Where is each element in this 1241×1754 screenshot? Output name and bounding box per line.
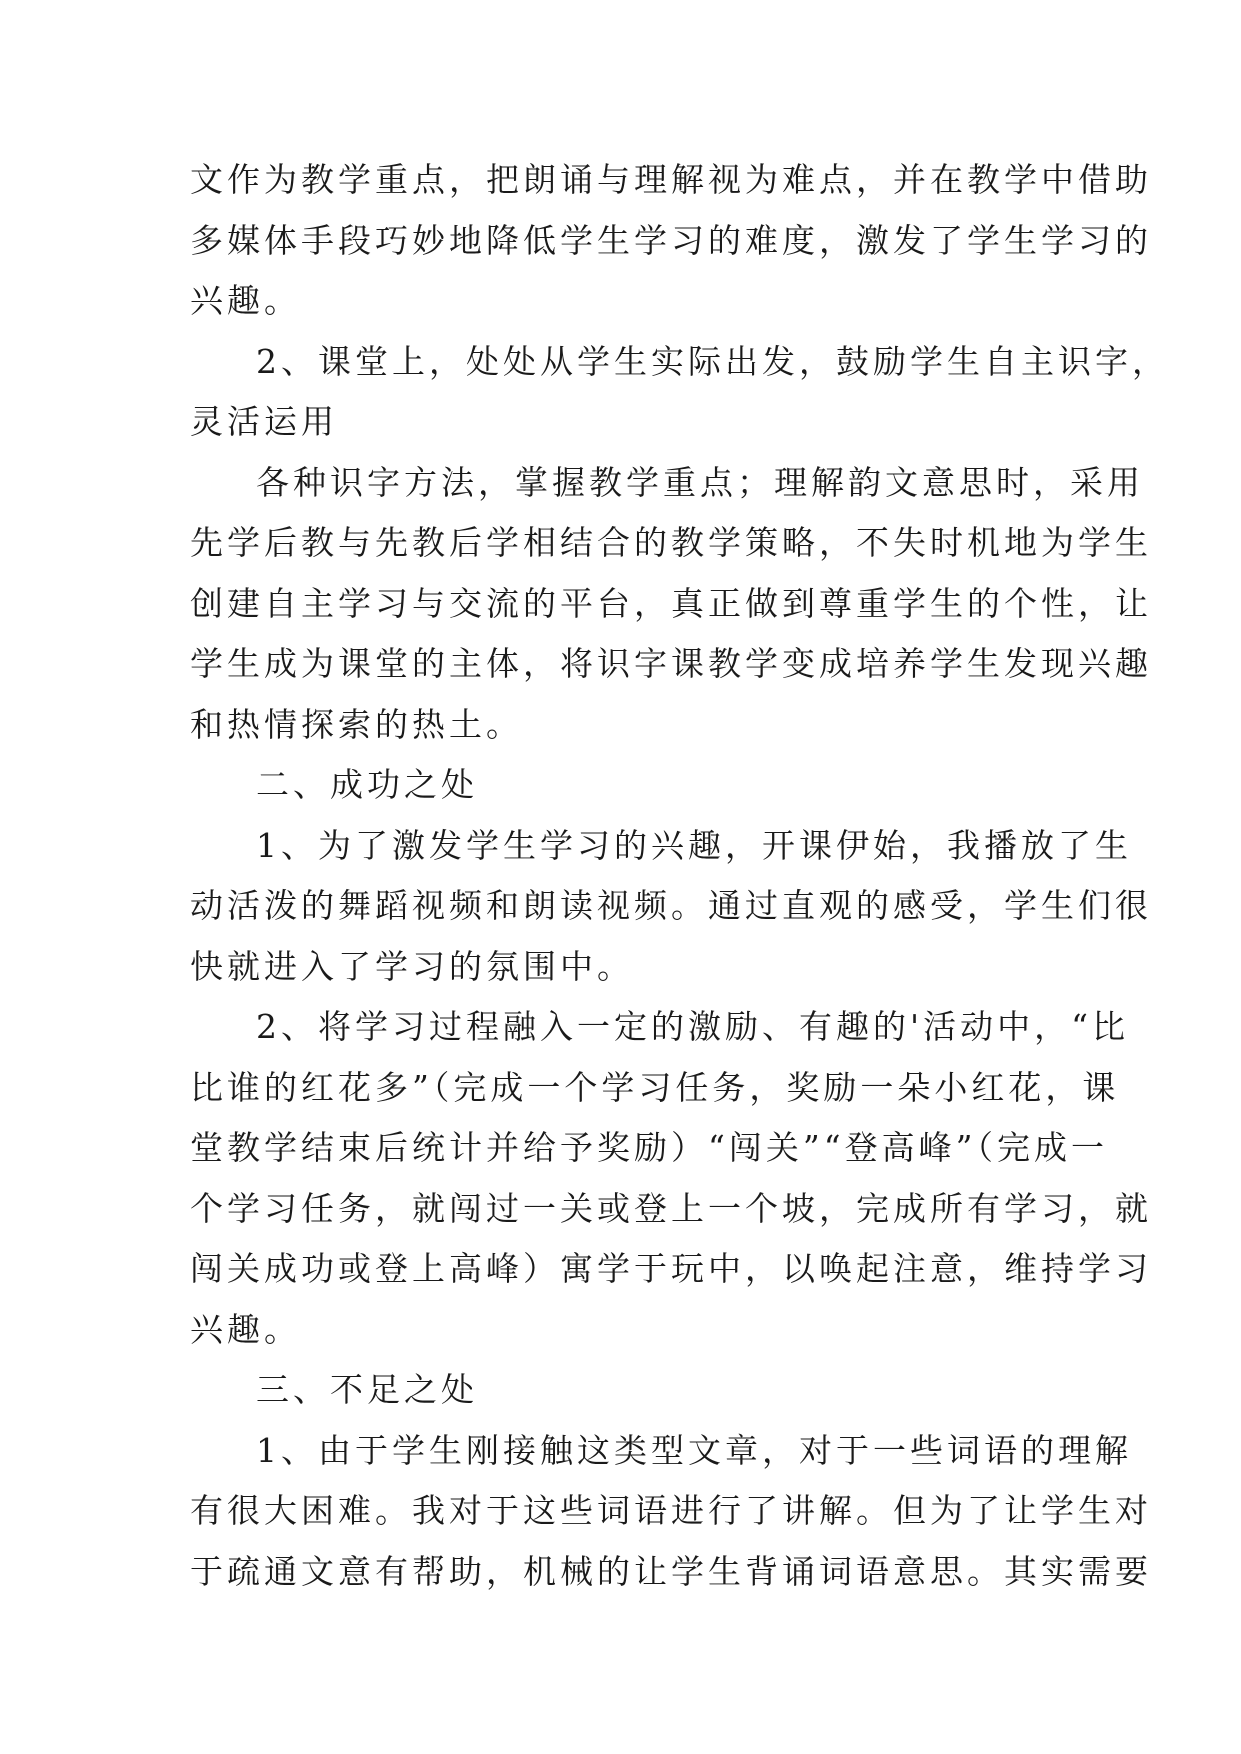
text-line: 学生成为课堂的主体，将识字课教学变成培养学生发现兴趣 [190, 644, 1152, 683]
text-line: 各种识字方法，掌握教学重点；理解韵文意思时，采用 [256, 462, 1144, 502]
text-line: 闯关成功或登上高峰）寓学于玩中，以唤起注意，维持学习 [190, 1249, 1152, 1288]
text-line: 2、课堂上，处处从学生实际出发，鼓励学生自主识字， [256, 341, 1169, 381]
paragraph [190, 997, 1152, 1360]
text-line: 创建自主学习与交流的平台，真正做到尊重学生的个性，让 [190, 583, 1152, 623]
text-line: 个学习任务，就闯过一关或登上一个坡，完成所有学习，就 [190, 1188, 1152, 1228]
document-body [190, 150, 1169, 1602]
section-heading [190, 1360, 1060, 1421]
section-heading-text: 二、成功之处 [256, 765, 478, 804]
section-heading-text: 三、不足之处 [256, 1370, 478, 1409]
paragraph [190, 1421, 1152, 1603]
text-line: 灵活运用 [190, 402, 338, 441]
text-line: 比谁的红花多”（完成一个学习任务，奖励一朵小红花，课 [190, 1067, 1120, 1107]
text-line: 多媒体手段巧妙地降低学生学习的难度，激发了学生学习的 [190, 220, 1152, 260]
text-line: 兴趣。 [190, 1309, 301, 1349]
paragraph [190, 816, 1152, 998]
text-line: 1、由于学生刚接触这类型文章，对于一些词语的理解 [256, 1430, 1132, 1470]
text-line: 快就进入了学习的氛围中。 [190, 946, 634, 986]
text-line: 文作为教学重点，把朗诵与理解视为难点，并在教学中借助 [190, 160, 1152, 199]
text-line: 和热情探索的热土。 [190, 704, 523, 744]
text-line: 于疏通文意有帮助，机械的让学生背诵词语意思。其实需要 [190, 1551, 1152, 1591]
paragraph [190, 332, 1169, 453]
text-line: 兴趣。 [190, 281, 301, 320]
section-heading [190, 755, 1060, 816]
text-line: 1、为了激发学生学习的兴趣，开课伊始，我播放了生 [256, 825, 1132, 865]
text-line: 先学后教与先教后学相结合的教学策略，不失时机地为学生 [190, 523, 1152, 562]
text-line: 有很大困难。我对于这些词语进行了讲解。但为了让学生对 [190, 1491, 1152, 1530]
paragraph [190, 150, 1152, 332]
text-line: 2、将学习过程融入一定的激励、有趣的'活动中，“比 [256, 1007, 1129, 1046]
text-line: 动活泼的舞蹈视频和朗读视频。通过直观的感受，学生们很 [190, 886, 1152, 925]
text-line: 堂教学结束后统计并给予奖励）“闯关”“登高峰”（完成一 [190, 1128, 1108, 1167]
paragraph [190, 453, 1152, 756]
